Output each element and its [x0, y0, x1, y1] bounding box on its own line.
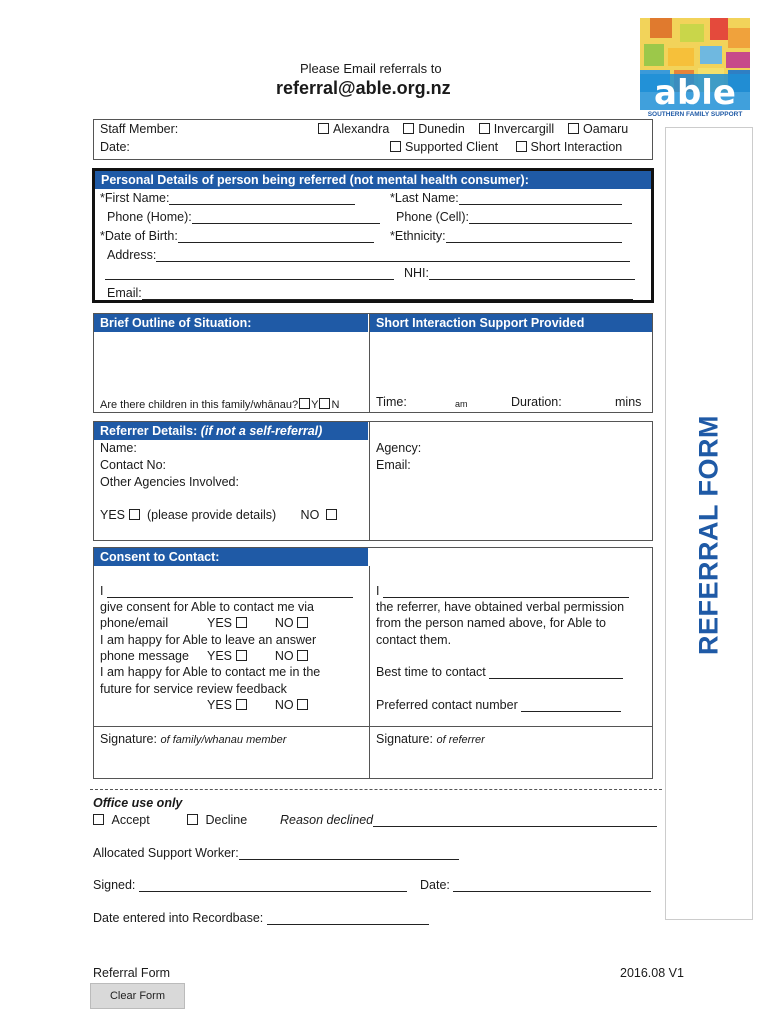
referrer-heading — [94, 422, 368, 440]
dob-field[interactable] — [100, 229, 374, 243]
review-yes-label: YES — [207, 698, 233, 712]
referrer-i-label: I — [376, 584, 380, 598]
situation-heading: Brief Outline of Situation: — [94, 314, 368, 332]
phone-cell-label: Phone (Cell): — [396, 210, 469, 224]
office-decline — [187, 813, 247, 827]
situation-textarea[interactable] — [95, 334, 367, 392]
consent-divider — [369, 566, 370, 779]
phone-no-checkbox[interactable] — [297, 617, 308, 628]
office-decision — [93, 813, 150, 827]
signature-family[interactable] — [100, 732, 286, 746]
referrer-consent-line-3: contact them. — [376, 633, 452, 647]
situation-divider — [369, 313, 370, 413]
email-address: referral@able.org.nz — [276, 78, 451, 98]
oamaru-checkbox[interactable] — [568, 123, 579, 134]
alexandra-checkbox[interactable] — [318, 123, 329, 134]
phone-home-field[interactable] — [107, 210, 380, 224]
decline-label: Decline — [205, 813, 248, 827]
dunedin-checkbox[interactable] — [403, 123, 414, 134]
consent-line-3: I am happy for Able to leave an answer — [100, 633, 317, 647]
message-yes-checkbox[interactable] — [236, 650, 247, 661]
short-interaction-checkbox[interactable] — [516, 141, 527, 152]
consent-i-label: I — [100, 584, 104, 598]
dob-label: *Date of Birth: — [100, 229, 178, 243]
personal-details-heading: Personal Details of person being referred (not mental health consumer): — [95, 171, 651, 189]
signature-referrer-note: of referrer — [436, 734, 485, 746]
time-label: Time: — [376, 395, 407, 409]
short-interaction-label: Short Interaction — [530, 140, 623, 154]
consent-line-1: give consent for Able to contact me via — [100, 600, 315, 614]
review-no-checkbox[interactable] — [297, 699, 308, 710]
children-no-checkbox[interactable] — [319, 398, 330, 409]
consent-line-2: phone/email — [100, 616, 169, 630]
best-time-label: Best time to contact — [376, 665, 486, 679]
signature-family-note: of family/whanau member — [160, 734, 287, 746]
children-yes-label: Y — [311, 399, 319, 411]
reason-declined-label: Reason declined — [280, 813, 374, 827]
logo-wordmark: able — [654, 73, 736, 113]
message-yes-label: YES — [207, 649, 233, 663]
consent-name-field[interactable] — [100, 584, 353, 598]
referrer-name-field[interactable] — [376, 584, 629, 598]
alexandra-label: Alexandra — [333, 122, 390, 136]
decline-checkbox[interactable] — [187, 814, 198, 825]
referrer-name-label[interactable]: Name: — [100, 441, 137, 455]
reason-declined-field[interactable] — [280, 813, 657, 827]
agencies-details-label: (please provide details) — [146, 508, 277, 522]
location-options — [318, 122, 628, 136]
nhi-field[interactable] — [404, 266, 635, 280]
accept-label: Accept — [111, 813, 150, 827]
agencies-no-checkbox[interactable] — [326, 509, 337, 520]
supported-client-label: Supported Client — [405, 140, 499, 154]
agencies-yes-no — [100, 508, 341, 522]
best-time-field[interactable] — [376, 665, 623, 679]
referrer-divider — [369, 421, 370, 541]
review-yes-checkbox[interactable] — [236, 699, 247, 710]
accept-checkbox[interactable] — [93, 814, 104, 825]
recordbase-field[interactable] — [93, 911, 429, 925]
side-title: REFERRAL FORM — [693, 415, 724, 655]
am-label: am — [455, 399, 468, 409]
referrer-consent-line-1: the referrer, have obtained verbal permission — [376, 600, 625, 614]
consent-line-5: I am happy for Able to contact me in the — [100, 665, 321, 679]
office-date-label: Date: — [420, 878, 450, 892]
duration-label: Duration: — [511, 395, 562, 409]
consent-rule — [93, 726, 653, 727]
dunedin-label: Dunedin — [418, 122, 465, 136]
consent-phone-yes-no — [207, 616, 312, 630]
consent-line-4: phone message — [100, 649, 189, 663]
consent-line-6: future for service review feedback — [100, 682, 287, 696]
other-agencies-label[interactable]: Other Agencies Involved: — [100, 475, 239, 489]
office-separator — [90, 789, 662, 790]
short-interaction-heading: Short Interaction Support Provided — [370, 314, 652, 332]
email-prompt: Please Email referrals to — [300, 61, 442, 76]
children-question — [100, 398, 339, 411]
footer-left: Referral Form — [93, 966, 171, 980]
agency-label[interactable]: Agency: — [376, 441, 422, 455]
children-yes-checkbox[interactable] — [299, 398, 310, 409]
preferred-number-field[interactable] — [376, 698, 621, 712]
signature-family-label: Signature: — [100, 732, 157, 746]
signed-label: Signed: — [93, 878, 136, 892]
phone-yes-checkbox[interactable] — [236, 617, 247, 628]
consent-heading: Consent to Contact: — [94, 548, 368, 566]
referrer-consent-line-2: from the person named above, for Able to — [376, 616, 606, 630]
logo-tagline: SOUTHERN FAMILY SUPPORT — [647, 111, 743, 118]
consent-message-yes-no — [207, 649, 312, 663]
last-name-field[interactable] — [390, 191, 622, 205]
staff-member-label: Staff Member: — [100, 122, 179, 136]
first-name-field[interactable] — [100, 191, 355, 205]
short-interaction-textarea[interactable] — [371, 334, 651, 392]
message-no-label: NO — [274, 649, 294, 663]
signed-field[interactable] — [93, 878, 407, 892]
last-name-label: *Last Name: — [390, 191, 459, 205]
signature-referrer[interactable] — [376, 732, 485, 746]
date-label: Date: — [100, 140, 130, 154]
children-no-label: N — [331, 399, 340, 411]
address-field[interactable] — [107, 248, 630, 262]
consent-review-yes-no — [207, 698, 312, 712]
supported-client-checkbox[interactable] — [390, 141, 401, 152]
phone-home-label: Phone (Home): — [107, 210, 192, 224]
signature-referrer-label: Signature: — [376, 732, 433, 746]
phone-cell-field[interactable] — [396, 210, 632, 224]
referrer-heading-note: (if not a self-referral) — [200, 424, 323, 438]
address-label: Address: — [107, 248, 157, 262]
referrer-contact-label[interactable]: Contact No: — [100, 458, 167, 472]
referrer-email-label[interactable]: Email: — [376, 458, 411, 472]
invercargill-label: Invercargill — [493, 122, 555, 136]
type-options — [390, 140, 622, 154]
recordbase-label: Date entered into Recordbase: — [93, 911, 264, 925]
nhi-label: NHI: — [404, 266, 429, 280]
first-name-label: *First Name: — [100, 191, 170, 205]
email-field[interactable] — [107, 286, 633, 300]
address-line-2[interactable] — [105, 279, 394, 280]
footer-version: 2016.08 V1 — [620, 966, 684, 980]
office-date-field[interactable] — [420, 878, 651, 892]
referrer-heading-text: Referrer Details: — [100, 424, 201, 438]
children-label: Are there children in this family/whānau? — [100, 399, 299, 411]
review-no-label: NO — [274, 698, 294, 712]
office-heading: Office use only — [93, 796, 183, 810]
email-label: Email: — [107, 286, 142, 300]
invercargill-checkbox[interactable] — [479, 123, 490, 134]
agencies-yes-checkbox[interactable] — [129, 509, 140, 520]
support-worker-field[interactable] — [93, 846, 459, 860]
mins-label: mins — [615, 395, 642, 409]
agencies-no-label: NO — [300, 508, 320, 522]
message-no-checkbox[interactable] — [297, 650, 308, 661]
clear-form-button[interactable]: Clear Form — [90, 983, 185, 1009]
oamaru-label: Oamaru — [583, 122, 629, 136]
support-worker-label: Allocated Support Worker: — [93, 846, 239, 860]
preferred-number-label: Preferred contact number — [376, 698, 518, 712]
able-logo — [640, 18, 750, 122]
ethnicity-label: *Ethnicity: — [390, 229, 446, 243]
ethnicity-field[interactable] — [390, 229, 622, 243]
phone-no-label: NO — [274, 616, 294, 630]
agencies-yes-label: YES — [100, 508, 126, 522]
phone-yes-label: YES — [207, 616, 233, 630]
